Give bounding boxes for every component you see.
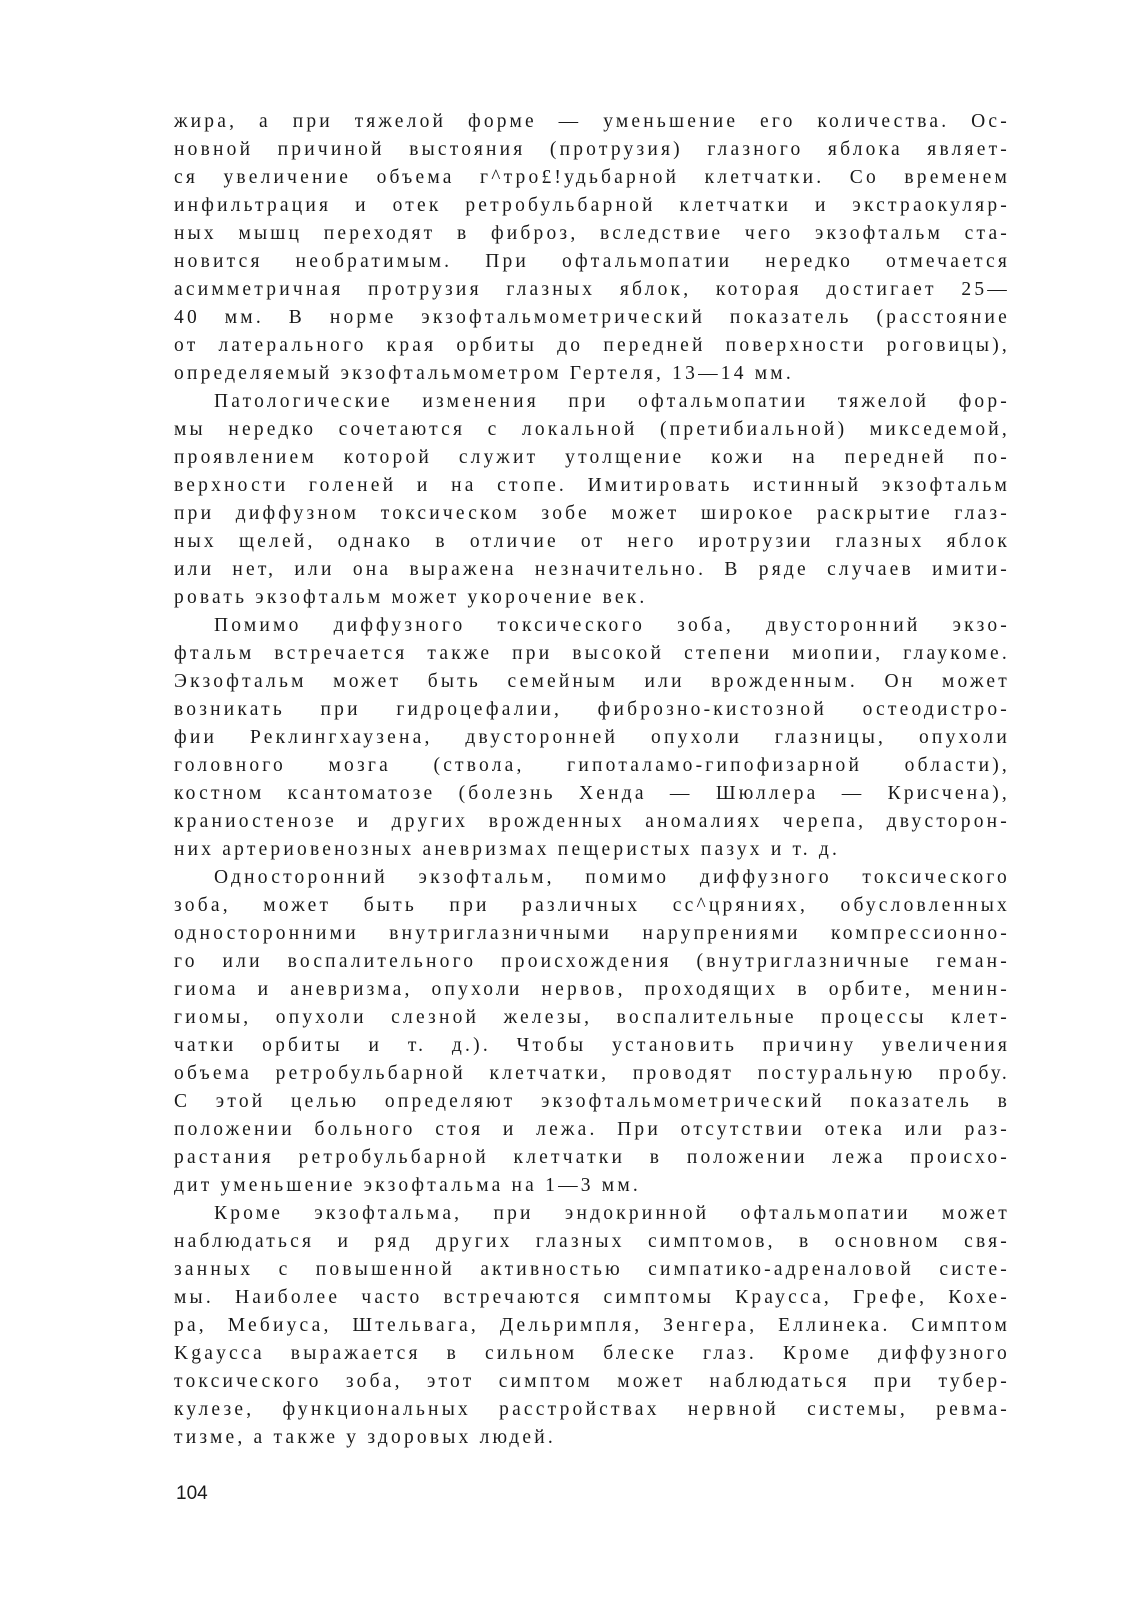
text-line: кулезе, функциональных расстройствах нервной системы, ревма-	[174, 1399, 1010, 1420]
text-line: от латерального края орбиты до передней поверхности роговицы),	[174, 335, 1010, 356]
text-line: верхности голеней и на стопе. Имитировать истинный экзофтальм	[174, 475, 1010, 496]
text-line: 40 мм. В норме экзофтальмометрический показатель (расстояние	[174, 307, 1010, 328]
text-line: мы. Наиболее часто встречаются симптомы Краусса, Грефе, Кохе-	[174, 1287, 1010, 1308]
text-line: фии Реклингхаузена, двусторонней опухоли глазницы, опухоли	[174, 727, 1010, 748]
text-line: гиома и аневризма, опухоли нервов, проходящих в орбите, менин-	[174, 979, 1010, 1000]
text-line: С этой целью определяют экзофтальмометрический показатель в	[174, 1091, 1010, 1112]
text-line: зоба, может быть при различных сс^цряниях, обусловленных	[174, 895, 1010, 916]
text-line: новится необратимым. При офтальмопатии нередко отмечается	[174, 251, 1010, 272]
text-line: ра, Мебиуса, Штельвага, Дельримпля, Зенгера, Еллинека. Симптом	[174, 1315, 1010, 1336]
text-line: ровать экзофтальм может укорочение век.	[174, 587, 648, 608]
text-line: токсического зоба, этот симптом может наблюдаться при тубер-	[174, 1371, 1010, 1392]
text-line: Патологические изменения при офтальмопатии тяжелой фор-	[214, 391, 1010, 412]
text-line: асимметричная протрузия глазных яблок, которая достигает 25—	[174, 279, 1010, 300]
text-line: возникать при гидроцефалии, фиброзно-кистозной остеодистро-	[174, 699, 1010, 720]
text-line: ных щелей, однако в отличие от него иротрузии глазных яблок	[174, 531, 1010, 552]
text-line: костном ксантоматозе (болезнь Хенда — Шюллера — Крисчена),	[174, 783, 1010, 804]
text-line: положении больного стоя и лежа. При отсутствии отека или раз-	[174, 1119, 1010, 1140]
text-line: Kgaусса выражается в сильном блеске глаз. Кроме диффузного	[174, 1343, 1010, 1364]
text-line: головного мозга (ствола, гипоталамо-гипофизарной области),	[174, 755, 1010, 776]
text-line: чатки орбиты и т. д.). Чтобы установить причину увеличения	[174, 1035, 1010, 1056]
text-line: дит уменьшение экзофтальма на 1—3 мм.	[174, 1175, 641, 1196]
text-line: гиомы, опухоли слезной железы, воспалительные процессы клет-	[174, 1007, 1010, 1028]
text-line: новной причиной выстояния (протрузия) глазного яблока являет-	[174, 139, 1010, 160]
text-line: го или воспалительного происхождения (внутриглазничные геман-	[174, 951, 1010, 972]
body-text	[174, 108, 1010, 1452]
text-line: Кроме экзофтальма, при эндокринной офтальмопатии может	[214, 1203, 1010, 1224]
text-line: проявлением которой служит утолщение кожи на передней по-	[174, 447, 1010, 468]
text-line: них артериовенозных аневризмах пещеристых пазух и т. д.	[174, 839, 841, 860]
text-line: мы нередко сочетаются с локальной (претибиальной) микседемой,	[174, 419, 1010, 440]
text-line: жира, а при тяжелой форме — уменьшение его количества. Ос-	[174, 111, 1010, 132]
text-line: занных с повышенной активностью симпатико-адреналовой систе-	[174, 1259, 1010, 1280]
text-line: краниостенозе и других врожденных аномалиях черепа, двусторон-	[174, 811, 1010, 832]
text-line: наблюдаться и ряд других глазных симптомов, в основном свя-	[174, 1231, 1010, 1252]
text-line: Экзофтальм может быть семейным или врожденным. Он может	[174, 671, 1010, 692]
text-line: фтальм встречается также при высокой степени миопии, глаукоме.	[174, 643, 1010, 664]
text-line: ся увеличение объема г^тро£!удьбарной клетчатки. Со временем	[174, 167, 1010, 188]
text-line: Помимо диффузного токсического зоба, двусторонний экзо-	[214, 615, 1010, 636]
text-line: Односторонний экзофтальм, помимо диффузного токсического	[214, 867, 1010, 888]
text-line: определяемый экзофтальмометром Гертеля, 13—14 мм.	[174, 363, 794, 384]
text-line: растания ретробульбарной клетчатки в положении лежа происхо-	[174, 1147, 1010, 1168]
text-line: или нет, или она выражена незначительно. В ряде случаев имити-	[174, 559, 1010, 580]
text-line: ных мышц переходят в фиброз, вследствие чего экзофтальм ста-	[174, 223, 1010, 244]
text-line: инфильтрация и отек ретробульбарной клетчатки и экстраокуляр-	[174, 195, 1010, 216]
text-line: объема ретробульбарной клетчатки, проводят постуральную пробу.	[174, 1063, 1010, 1084]
text-line: односторонними внутриглазничными нарупрениями компрессионно-	[174, 923, 1010, 944]
text-line: при диффузном токсическом зобе может широкое раскрытие глаз-	[174, 503, 1010, 524]
page-number: 104	[176, 1483, 208, 1504]
text-line: тизме, а также у здоровых людей.	[174, 1427, 556, 1448]
